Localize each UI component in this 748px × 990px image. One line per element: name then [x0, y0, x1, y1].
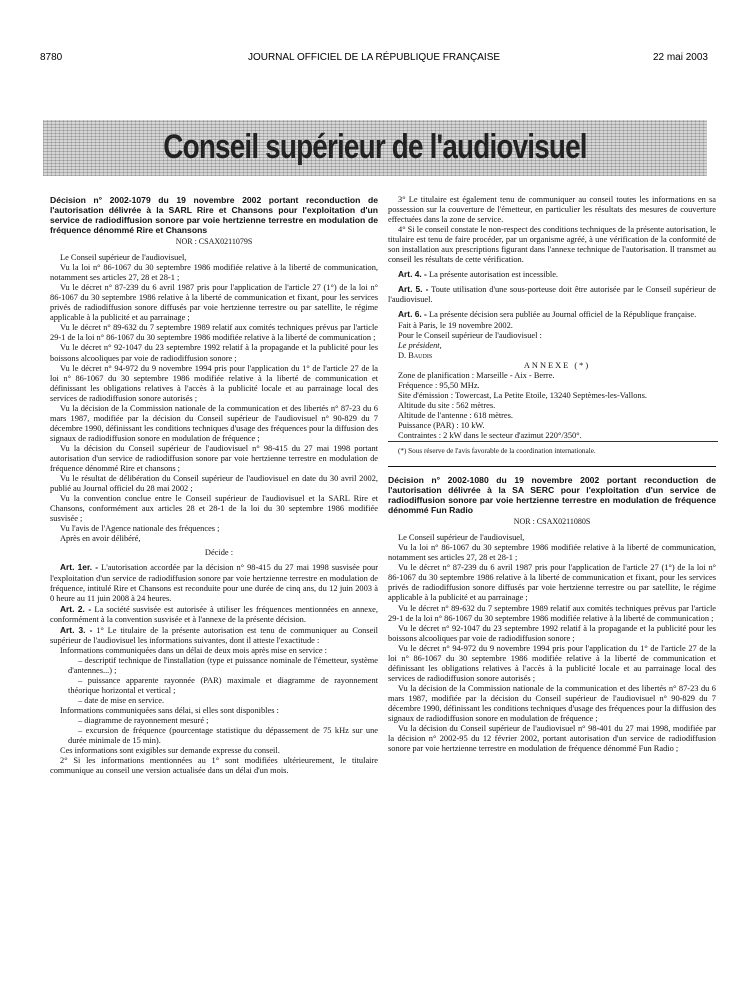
paragraph: Vu le décret n° 94-972 du 9 novembre 1994 pris pour l'application du 1° de l'article 27 de la loi n° 86-1067 du 30 septembre 1986 modifiée relative à la liberté de communication et définissant les obligations relatives à l'accès à la publicité locale et au parrainage local des services de radiodiffusion sonore autorisés ;: [388, 643, 716, 683]
paragraph: Le Conseil supérieur de l'audiovisuel,: [60, 253, 187, 263]
paragraph: Vu le décret n° 87-239 du 6 avril 1987 pris pour l'application de l'article 27 (1°) de la loi n° 86-1067 du 30 septembre 1986 relative à la liberté de communication et fixant, pour les services privés de radiodiffusion sonore diffusés par voie hertzienne terrestre ou par satellite, le régime applicable à la publicité et au parrainage ;: [388, 563, 716, 603]
article-text: Toute utilisation d'une sous-porteuse doit être autorisée par le Conseil supérieur de l'audiovisuel.: [388, 285, 716, 305]
footnote: (*) Sous réserve de l'avis favorable de la coordination internationale.: [388, 441, 718, 456]
annexe-line: Altitude de l'antenne : 618 mètres.: [398, 410, 514, 420]
left-column: [50, 195, 378, 776]
signatory-line: Pour le Conseil supérieur de l'audiovisuel :: [398, 330, 542, 340]
article-text: La présente autorisation est incessible.: [428, 270, 559, 280]
separator-rule: [388, 466, 716, 467]
paragraph: Informations communiquées sans délai, si elles sont disponibles :: [60, 706, 279, 716]
page-number: 8780: [40, 52, 63, 63]
paragraph: Vu le décret n° 87-239 du 6 avril 1987 pris pour l'application de l'article 27 (1°) de la loi n° 86-1067 du 30 septembre 1986 relative à la liberté de communication et fixant, pour les services privés de radiodiffusion sonore diffusés par voie hertzienne terrestre ou par satellite, le régime applicable à la publicité et au parrainage ;: [50, 283, 378, 323]
paragraph: Vu l'avis de l'Agence nationale des fréquences ;: [60, 524, 220, 534]
article-1: [50, 562, 378, 603]
article-3: [50, 625, 378, 646]
annexe-title: ANNEXE (*): [523, 360, 591, 370]
list-item: – excursion de fréquence (pourcentage statistique du dépassement de 75 kHz sur une durée minimale de 15 min).: [68, 726, 378, 746]
annexe-line: Fréquence : 95,50 MHz.: [398, 380, 480, 390]
paragraph: Vu le décret n° 94-972 du 9 novembre 1994 pris pour l'application du 1° de l'article 27 de la loi n° 86-1067 du 30 septembre 1986 modifiée relative à la liberté de communication et définissant les obligations relatives à l'accès à la publicité locale et au parrainage local des services de radiodiffusion sonore autorisés ;: [50, 363, 378, 403]
paragraph: Vu le décret n° 92-1047 du 23 septembre 1992 relatif à la propagande et la publicité pour les boissons alcooliques par voie de radiodiffusion sonore ;: [50, 343, 378, 363]
paragraph: Vu la décision du Conseil supérieur de l'audiovisuel n° 98-401 du 27 mai 1998, modifiée par la décision n° 2002-95 du 12 février 2002, portant autorisation d'un service de radiodiffusion sonore par voie hertzienne terrestre en modulation de fréquence dénommé Fun Radio ;: [388, 724, 716, 754]
signature: D. Baudis: [398, 350, 433, 360]
decision-2-nor: NOR : CSAX0211080S: [513, 517, 591, 527]
paragraph: Vu la loi n° 86-1067 du 30 septembre 1986 modifiée relative à la liberté de communication, notamment ses articles 27, 28 et 28-1 ;: [50, 263, 378, 283]
article-label: Art. 5. -: [398, 284, 429, 295]
decision-1-nor: NOR : CSAX0211079S: [175, 237, 253, 246]
article-5: [388, 284, 716, 305]
article-label: Art. 6. -: [398, 309, 427, 320]
paragraph: Après en avoir délibéré,: [60, 534, 141, 544]
list-item: – descriptif technique de l'installation (type et puissance nominale de l'émetteur, système d'antennes...) ;: [68, 655, 378, 675]
paragraph: Ces informations sont exigibles sur demande expresse du conseil.: [60, 746, 280, 756]
paragraph: Vu la décision de la Commission nationale de la communication et des libertés n° 87-23 du 6 mars 1987, modifiée par la décision du Conseil supérieur de l'audiovisuel n° 90-829 du 7 décembre 1990, définissant les conditions techniques d'usage des fréquences pour la diffusion des signaux de radiodiffusion sonore en modulation de fréquence ;: [388, 683, 716, 724]
article-text: 1° Le titulaire de la présente autorisation est tenu de communiquer au Conseil supérieur de l'audiovisuel les informations suivantes, dont il atteste l'exactitude :: [50, 625, 378, 645]
section-banner: [43, 120, 707, 176]
decide-heading: Décide :: [204, 548, 234, 558]
annexe-line: Zone de planification : Marseille - Aix - Berre.: [398, 370, 555, 380]
paragraph: 4° Si le conseil constate le non-respect des conditions techniques de la présente autorisation, le titulaire est tenu de faire procéder, par un organisme agréé, à une vérification de la conformité de son installation aux prescriptions figurant dans l'annexe technique de l'autorisation. Il transmet au conseil les résultats de cette vérification.: [388, 225, 716, 265]
paragraph: Vu la convention conclue entre le Conseil supérieur de l'audiovisuel et la SARL Rire et Chansons, conformément aux articles 28 et 28-1 de la loi du 30 septembre 1986 modifiée susvisée ;: [50, 494, 378, 524]
issue-date: 22 mai 2003: [652, 52, 708, 63]
article-label: Art. 3. -: [60, 624, 93, 635]
paragraph: Vu la loi n° 86-1067 du 30 septembre 1986 modifiée relative à la liberté de communication, notamment ses articles 27, 28 et 28-1 ;: [388, 543, 716, 563]
paragraph: Vu le décret n° 89-632 du 7 septembre 1989 relatif aux comités techniques prévus par l'article 29-1 de la loi n° 86-1067 du 30 septembre 1986 modifiée relative à la liberté de communication ;: [50, 323, 378, 343]
list-item: – puissance apparente rayonnée (PAR) maximale et diagramme de rayonnement théorique horizontal et vertical ;: [68, 675, 378, 696]
paragraph: Le Conseil supérieur de l'audiovisuel,: [398, 533, 525, 543]
decision-1-title: Décision n° 2002-1079 du 19 novembre 2002 portant reconduction de l'autorisation délivrée à la SARL Rire et Chansons pour l'exploitation d'un service de radiodiffusion sonore par voie hertzienne terrestre en modulation de fréquence dénommé Rire et Chansons: [50, 195, 378, 235]
article-text: La présente décision sera publiée au Journal officiel de la République française.: [428, 310, 697, 320]
list-item: – date de mise en service.: [78, 696, 165, 706]
paragraph: Vu le décret n° 92-1047 du 23 septembre 1992 relatif à la propagande et la publicité pour les boissons alcooliques par voie de radiodiffusion sonore ;: [388, 623, 716, 643]
annexe-line: Altitude du site : 562 mètres.: [398, 400, 496, 410]
list-item: – diagramme de rayonnement mesuré ;: [78, 716, 209, 726]
article-text: La société susvisée est autorisée à utiliser les fréquences mentionnées en annexe, conformément à la convention susvisée et à l'annexe de la présente décision.: [50, 604, 378, 624]
article-6: [388, 309, 716, 320]
paragraph: Informations communiquées dans un délai de deux mois après mise en service :: [60, 645, 327, 655]
article-2: [50, 604, 378, 625]
article-label: Art. 4. -: [398, 269, 427, 280]
paragraph: Vu le décret n° 89-632 du 7 septembre 1989 relatif aux comités techniques prévus par l'article 29-1 de la loi n° 86-1067 du 30 septembre 1986 modifiée relative à la liberté de communication ;: [388, 603, 716, 623]
article-label: Art. 1er. -: [60, 562, 99, 573]
done-at: Fait à Paris, le 19 novembre 2002.: [398, 320, 513, 330]
right-column: [388, 195, 716, 754]
paragraph: 2° Si les informations mentionnées au 1° sont modifiées ultérieurement, le titulaire communique au conseil une version actualisée dans un délai d'un mois.: [50, 756, 378, 776]
paragraph: 3° Le titulaire est également tenu de communiquer au conseil toutes les informations en sa possession sur la couverture de l'émetteur, en particulier les résultats des mesures de couverture effectuées dans la zone de service.: [388, 195, 716, 225]
article-4: [388, 269, 716, 280]
paragraph: Vu le résultat de délibération du Conseil supérieur de l'audiovisuel en date du 30 avril 2002, publié au Journal officiel du 28 mai 2002 ;: [50, 474, 378, 494]
banner-title: Conseil supérieur de l'audiovisuel: [163, 128, 587, 166]
annexe-line: Contraintes : 2 kW dans le secteur d'azimut 220°/350°.: [398, 431, 582, 441]
paragraph: Vu la décision de la Commission nationale de la communication et des libertés n° 87-23 du 6 mars 1987, modifiée par la décision du Conseil supérieur de l'audiovisuel n° 90-829 du 7 décembre 1990, définissant les conditions techniques d'usage des fréquences pour la diffusion des signaux de radiodiffusion sonore en modulation de fréquence ;: [50, 403, 378, 443]
signatory-title: Le président,: [398, 340, 442, 350]
running-header: [40, 52, 708, 66]
annexe-line: Puissance (PAR) : 10 kW.: [398, 420, 485, 430]
journal-title: JOURNAL OFFICIEL DE LA RÉPUBLIQUE FRANÇAISE: [247, 52, 501, 63]
article-text: L'autorisation accordée par la décision n° 98-415 du 27 mai 1998 susvisée pour l'exploitation d'un service de radiodiffusion sonore par voie hertzienne terrestre en modulation de fréquence, intitulé Rire et Chansons est reconduite pour une durée de cinq ans, du 12 juin 2003 à 0 heure au 11 juin 2008 à 24 heures.: [50, 563, 379, 603]
decision-2-title: Décision n° 2002-1080 du 19 novembre 2002 portant reconduction de l'autorisation délivrée à la SA SERC pour l'exploitation d'un service de radiodiffusion sonore par voie hertzienne terrestre en modulation de fréquence dénommé Fun Radio: [388, 475, 716, 516]
annexe-line: Site d'émission : Towercast, La Petite Etoile, 13240 Septèmes-les-Vallons.: [398, 390, 647, 400]
paragraph: Vu la décision du Conseil supérieur de l'audiovisuel n° 98-415 du 27 mai 1998 portant autorisation d'un service de radiodiffusion sonore par voie hertzienne terrestre en modulation de fréquence dénommé Rire et chansons ;: [50, 443, 378, 474]
article-label: Art. 2. -: [60, 603, 92, 614]
